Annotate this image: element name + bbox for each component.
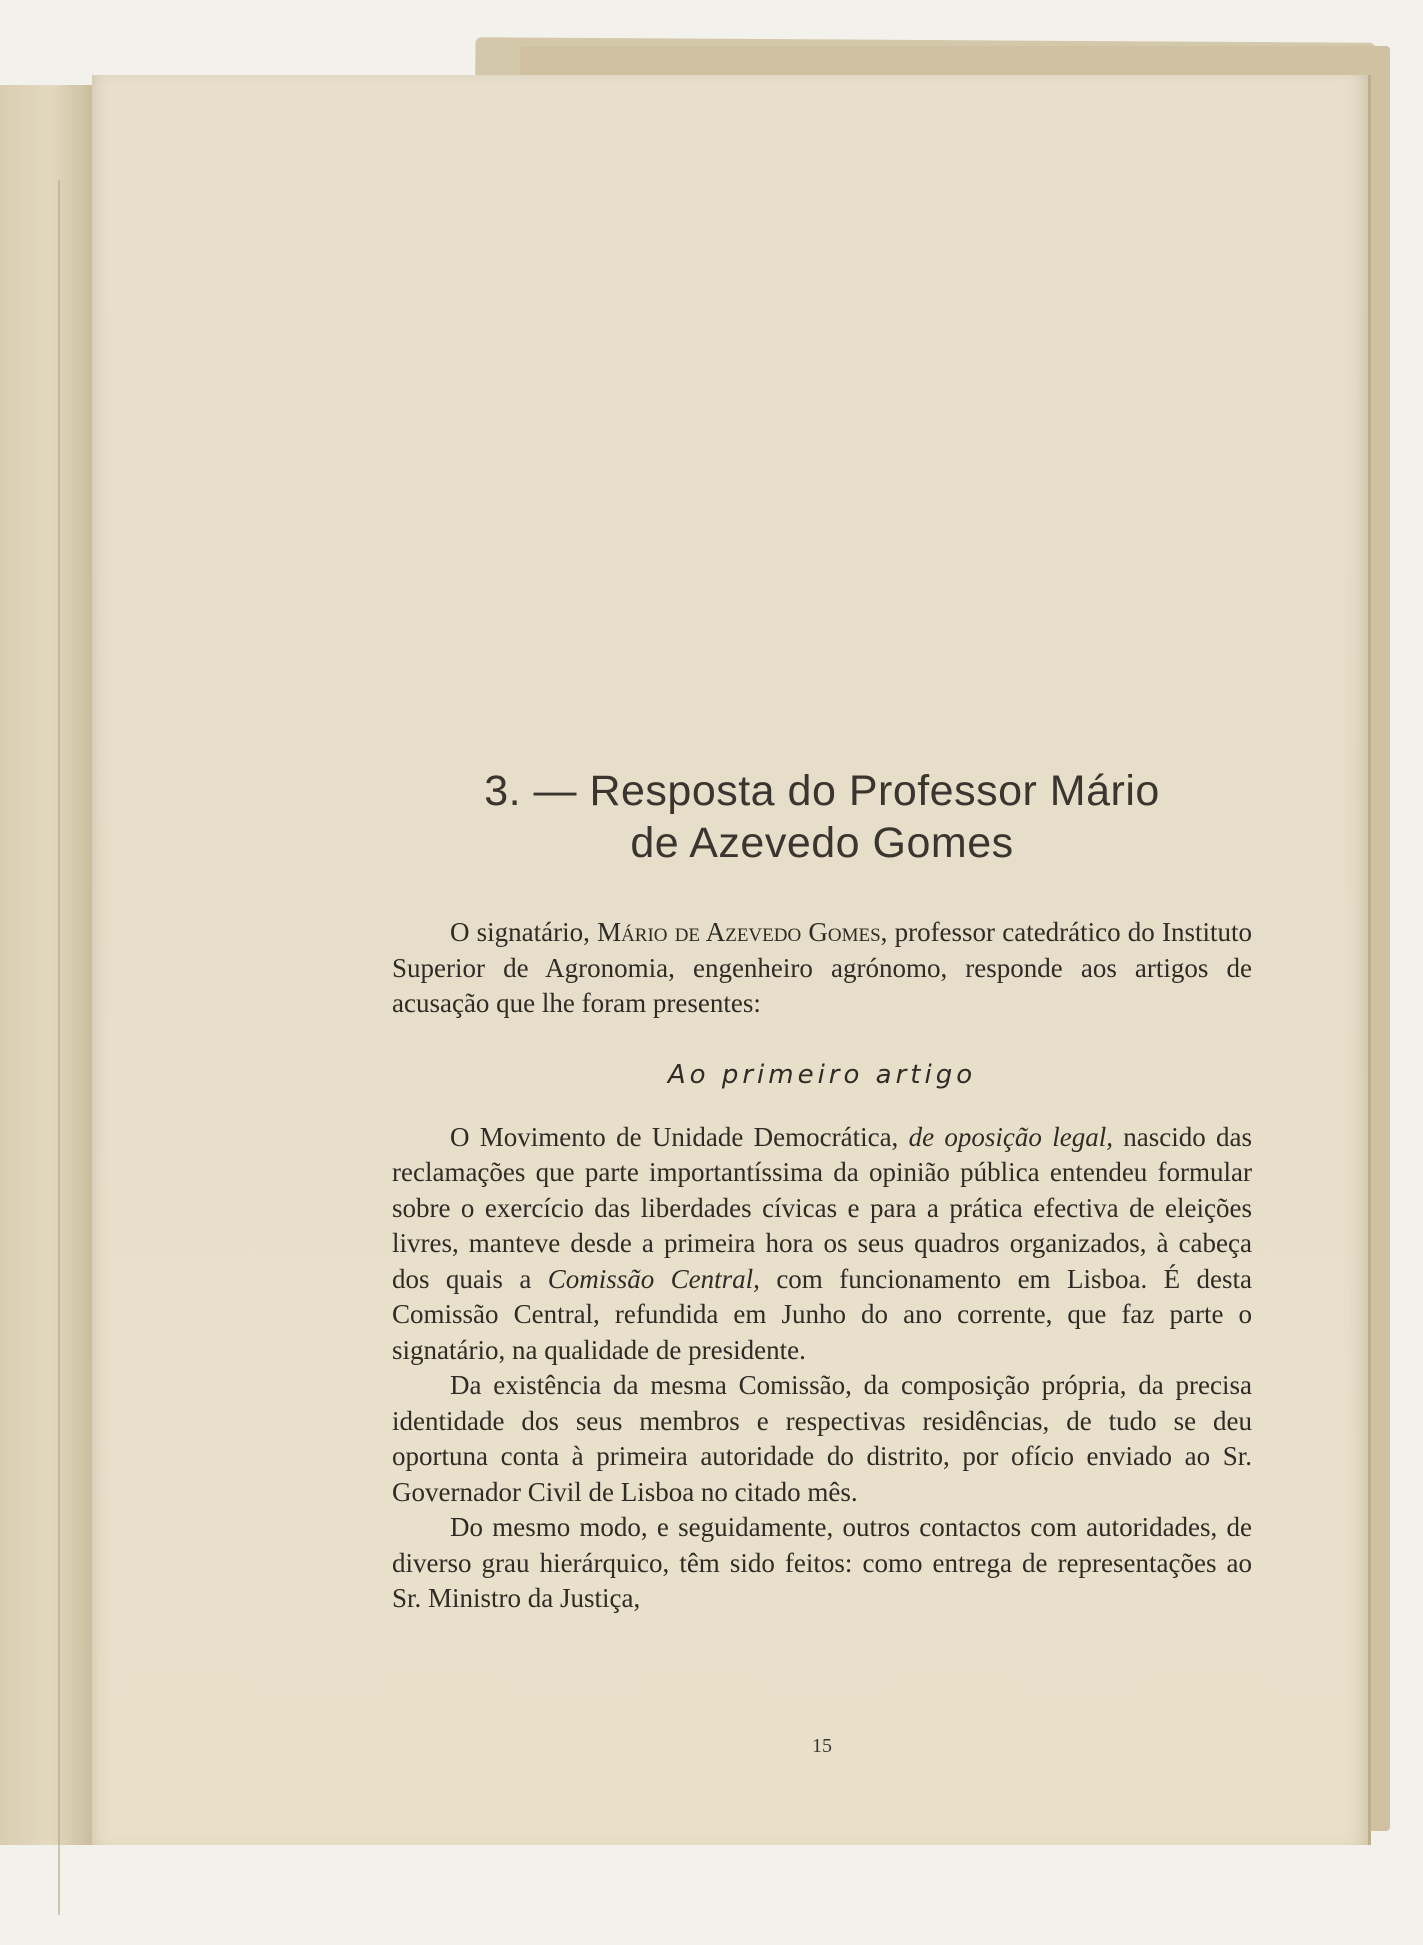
book-page [92,75,1371,1845]
paragraph-3: Do mesmo modo, e seguidamente, outros contactos com autoridades, de diverso grau hierárquico, têm sido feitos: como entrega de representações ao Sr. Ministro da Justiça, [392,1512,1252,1613]
paragraph-1-italic-a: de oposição legal, [908,1121,1113,1152]
intro-text-start: O signatário, [450,917,598,947]
page-number: 15 [812,1735,832,1757]
paragraph-1-part-c: com funcionamento em Lisboa. É desta Comissão Central, refundida em Junho do ano corrente, que faz parte o signatário, na qualidade de presidente. [392,1263,1252,1365]
section-heading: Ao primeiro artigo [667,1059,977,1090]
page-content [392,765,1253,1757]
intro-text [392,915,1252,1022]
paragraph-2: Da existência da mesma Comissão, da composição própria, da precisa identidade dos seus membros e respectivas residências, de tudo se deu oportuna conta à primeira autoridade do distrito, por ofício enviado ao Sr. Governador Civil de Lisboa no citado mês. [392,1370,1252,1507]
paragraph-1-part-a: O Movimento de Unidade Democrática, [450,1121,909,1152]
chapter-heading [392,765,1252,869]
chapter-heading-line-1: 3. — Resposta do Professor Mário [484,767,1160,815]
left-page-gutter [58,180,60,1915]
chapter-heading-line-2: de Azevedo Gomes [630,819,1014,867]
signatory-name: Mário de Azevedo Gomes [597,917,881,947]
paragraph-1-italic-b: Comissão Central, [547,1263,760,1294]
left-page-edge [0,85,93,1845]
paragraph-1-part-b: nascido das reclamações que parte importantíssima da opinião pública entendeu formular sobre o exercício das liberdades cívicas e para a prática efectiva de eleições livres, manteve desde a primeira hora os seus quadros organizados, à cabeça dos quais a [392,1121,1253,1294]
intro-paragraph [392,915,1252,1022]
body-text [392,1120,1252,1617]
intro-text-end: , professor catedrático do Instituto Superior de Agronomia, engenheiro agrónomo, responde aos artigos de acusação que lhe foram presentes: [392,917,1252,1018]
paragraph-1 [392,1120,1252,1369]
